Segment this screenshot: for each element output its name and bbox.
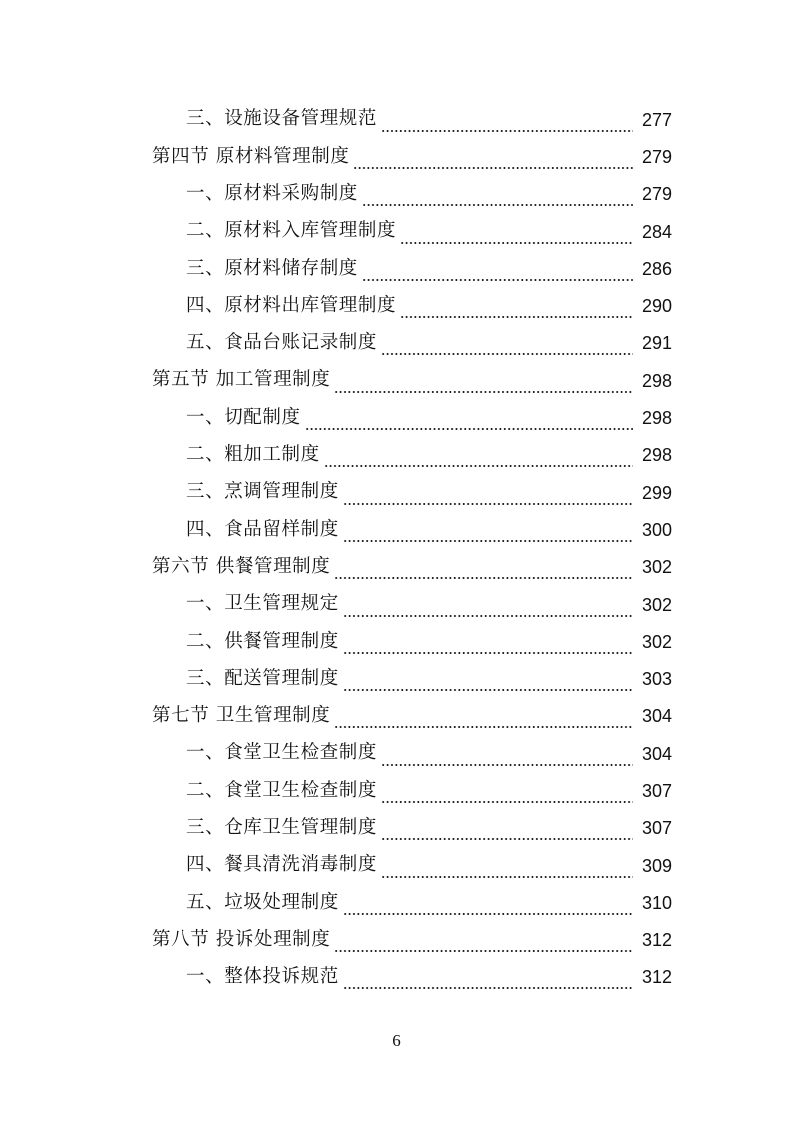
toc-entry-label: 第五节 加工管理制度 xyxy=(152,369,331,391)
dot-leader xyxy=(343,525,633,543)
toc-entry-label: 四、原材料出库管理制度 xyxy=(186,294,397,316)
toc-section-entry[interactable] xyxy=(0,922,793,959)
toc-entry-label: 二、食堂卫生检查制度 xyxy=(186,779,378,801)
toc-entry-label: 三、仓库卫生管理制度 xyxy=(186,817,378,839)
toc-entry-label: 一、原材料采购制度 xyxy=(186,182,358,204)
dot-leader xyxy=(334,562,633,580)
toc-entry-label: 第八节 投诉处理制度 xyxy=(152,928,331,950)
toc-item-entry[interactable] xyxy=(0,772,793,809)
toc-entry-page-number: 312 xyxy=(641,967,672,988)
toc-entry-page-number: 304 xyxy=(641,706,672,727)
dot-leader xyxy=(343,898,633,916)
dot-leader xyxy=(353,152,633,170)
dot-leader xyxy=(381,823,633,841)
dot-leader xyxy=(400,227,633,245)
toc-entry-label: 三、设施设备管理规范 xyxy=(186,108,378,130)
toc-entry-page-number: 290 xyxy=(641,296,672,317)
toc-item-entry[interactable] xyxy=(0,213,793,250)
toc-item-entry[interactable] xyxy=(0,399,793,436)
toc-entry-label: 一、卫生管理规定 xyxy=(186,593,339,615)
toc-item-entry[interactable] xyxy=(0,810,793,847)
toc-entry-page-number: 298 xyxy=(641,445,672,466)
dot-leader xyxy=(343,488,633,506)
toc-item-entry[interactable] xyxy=(0,884,793,921)
toc-section-entry[interactable] xyxy=(0,362,793,399)
toc-entry-label: 三、烹调管理制度 xyxy=(186,481,339,503)
toc-entry-page-number: 299 xyxy=(641,482,672,503)
toc-item-entry[interactable] xyxy=(0,660,793,697)
toc-entry-label: 一、整体投诉规范 xyxy=(186,966,339,988)
toc-item-entry[interactable] xyxy=(0,511,793,548)
dot-leader xyxy=(381,786,633,804)
toc-item-entry[interactable] xyxy=(0,176,793,213)
toc-entry-page-number: 307 xyxy=(641,780,672,801)
toc-item-entry[interactable] xyxy=(0,586,793,623)
toc-entry-page-number: 279 xyxy=(641,146,672,167)
toc-section-entry[interactable] xyxy=(0,549,793,586)
toc-entry-label: 二、原材料入库管理制度 xyxy=(186,220,397,242)
toc-item-entry[interactable] xyxy=(0,287,793,324)
toc-entry-page-number: 302 xyxy=(641,631,672,652)
toc-item-entry[interactable] xyxy=(0,101,793,138)
dot-leader xyxy=(381,749,633,767)
toc-entry-page-number: 298 xyxy=(641,408,672,429)
toc-entry-page-number: 291 xyxy=(641,333,672,354)
dot-leader xyxy=(381,115,633,133)
toc-section-entry[interactable] xyxy=(0,698,793,735)
dot-leader xyxy=(334,711,633,729)
toc-entry-page-number: 302 xyxy=(641,557,672,578)
toc-entry-page-number: 303 xyxy=(641,669,672,690)
toc-entry-label: 第四节 原材料管理制度 xyxy=(152,145,350,167)
toc-entry-page-number: 277 xyxy=(641,109,672,130)
toc-item-entry[interactable] xyxy=(0,437,793,474)
dot-leader xyxy=(343,674,633,692)
toc-entry-page-number: 279 xyxy=(641,184,672,205)
toc-entry-label: 第七节 卫生管理制度 xyxy=(152,705,331,727)
toc-entry-label: 二、供餐管理制度 xyxy=(186,630,339,652)
toc-entry-label: 五、食品台账记录制度 xyxy=(186,332,378,354)
dot-leader xyxy=(305,413,633,431)
toc-entry-label: 三、配送管理制度 xyxy=(186,667,339,689)
toc-item-entry[interactable] xyxy=(0,250,793,287)
toc-entry-page-number: 304 xyxy=(641,743,672,764)
dot-leader xyxy=(343,637,633,655)
dot-leader xyxy=(334,376,633,394)
toc-entry-page-number: 286 xyxy=(641,258,672,279)
toc-item-entry[interactable] xyxy=(0,847,793,884)
toc-item-entry[interactable] xyxy=(0,959,793,996)
toc-entry-page-number: 284 xyxy=(641,221,672,242)
toc-entry-page-number: 310 xyxy=(641,892,672,913)
dot-leader xyxy=(381,338,633,356)
dot-leader xyxy=(362,189,633,207)
toc-entry-label: 四、餐具清洗消毒制度 xyxy=(186,854,378,876)
dot-leader xyxy=(343,600,633,618)
toc-item-entry[interactable] xyxy=(0,623,793,660)
toc-item-entry[interactable] xyxy=(0,735,793,772)
toc-entry-label: 第六节 供餐管理制度 xyxy=(152,555,331,577)
toc-entry-label: 四、食品留样制度 xyxy=(186,518,339,540)
toc-entry-label: 三、原材料储存制度 xyxy=(186,257,358,279)
toc-entry-page-number: 307 xyxy=(641,818,672,839)
dot-leader xyxy=(334,935,633,953)
toc-entry-page-number: 312 xyxy=(641,930,672,951)
table-of-contents xyxy=(0,101,793,996)
toc-entry-page-number: 302 xyxy=(641,594,672,615)
toc-entry-label: 五、垃圾处理制度 xyxy=(186,891,339,913)
toc-item-entry[interactable] xyxy=(0,474,793,511)
toc-entry-label: 一、食堂卫生检查制度 xyxy=(186,742,378,764)
toc-section-entry[interactable] xyxy=(0,138,793,175)
toc-item-entry[interactable] xyxy=(0,325,793,362)
dot-leader xyxy=(362,264,633,282)
toc-entry-label: 二、粗加工制度 xyxy=(186,444,320,466)
dot-leader xyxy=(343,972,633,990)
dot-leader xyxy=(324,450,633,468)
toc-entry-page-number: 300 xyxy=(641,519,672,540)
toc-entry-label: 一、切配制度 xyxy=(186,406,301,428)
toc-entry-page-number: 309 xyxy=(641,855,672,876)
dot-leader xyxy=(381,861,633,879)
toc-entry-page-number: 298 xyxy=(641,370,672,391)
page-number: 6 xyxy=(392,1031,401,1050)
dot-leader xyxy=(400,301,633,319)
